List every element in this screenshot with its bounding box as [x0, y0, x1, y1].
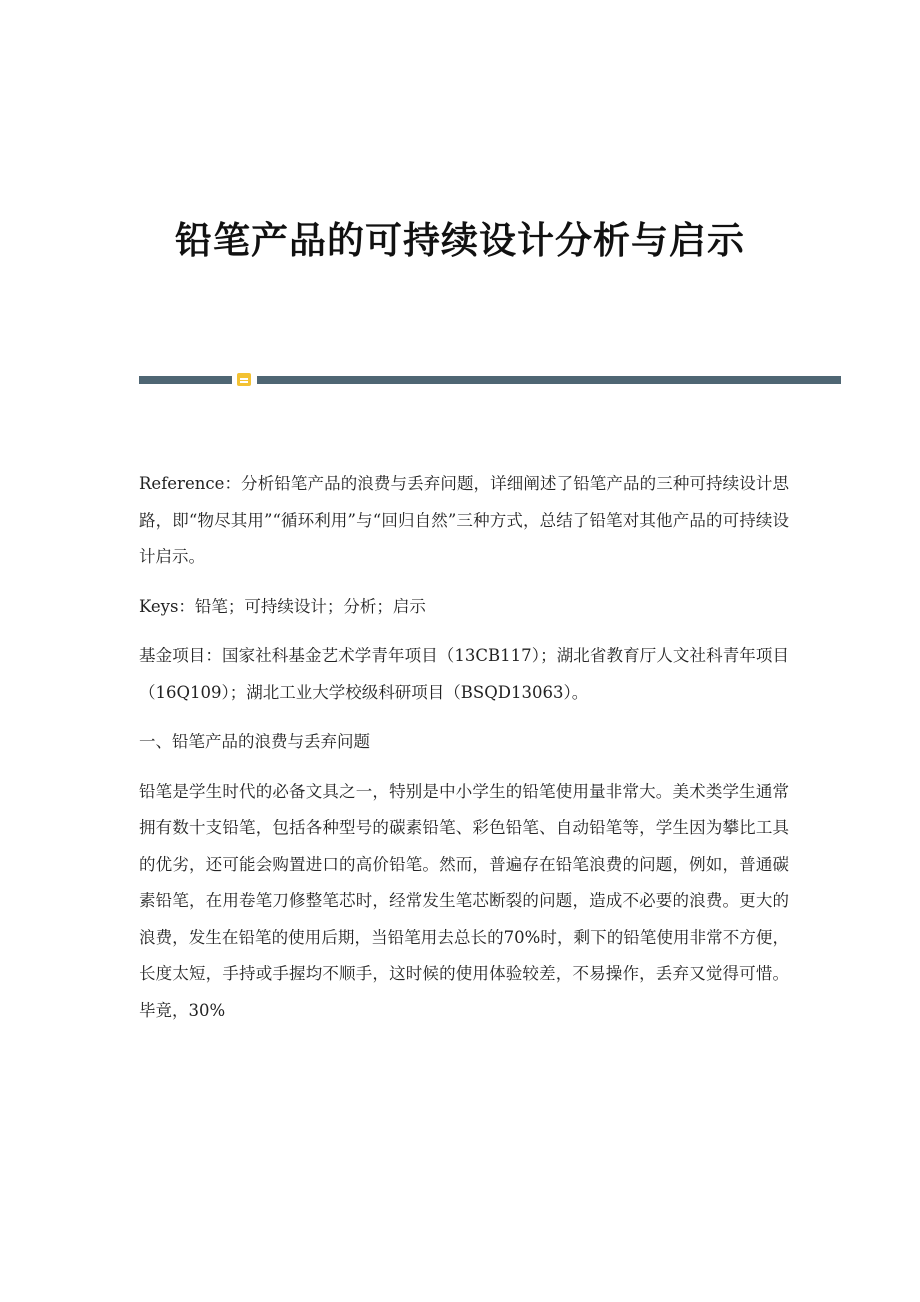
- page-title: 铅笔产品的可持续设计分析与启示: [175, 218, 745, 262]
- keywords-paragraph: Keys：铅笔；可持续设计；分析；启示: [139, 596, 426, 616]
- funding-paragraph: 基金项目：国家社科基金艺术学青年项目（13CB117）；湖北省教育厅人文社科青年项目（16Q109）；湖北工业大学校级科研项目（BSQD13063）。: [139, 646, 789, 702]
- title-divider: [139, 372, 841, 386]
- divider-bar-right: [257, 376, 841, 384]
- divider-bar-left: [139, 376, 232, 384]
- section-heading: 一、铅笔产品的浪费与丢弃问题: [139, 732, 370, 751]
- bookmark-icon: [237, 373, 251, 386]
- body-paragraph: 铅笔是学生时代的必备文具之一，特别是中小学生的铅笔使用量非常大。美术类学生通常拥有数十支铅笔，包括各种型号的碳素铅笔、彩色铅笔、自动铅笔等，学生因为攀比工具的优劣，还可能会购置进口的高价铅笔。然而，普遍存在铅笔浪费的问题，例如，普通碳素铅笔，在用卷笔刀修整笔芯时，经常发生笔芯断裂的问题，造成不必要的浪费。更大的浪费，发生在铅笔的使用后期，当铅笔用去总长的70%时，剩下的铅笔使用非常不方便，长度太短，手持或手握均不顺手，这时候的使用体验较差，不易操作，丢弃又觉得可惜。毕竟，30%: [139, 781, 789, 1020]
- document-body: [139, 466, 789, 1042]
- abstract-paragraph: Reference：分析铅笔产品的浪费与丢弃问题，详细阐述了铅笔产品的三种可持续设计思路，即“物尽其用”“循环利用”与“回归自然”三种方式，总结了铅笔对其他产品的可持续设计启示。: [139, 474, 789, 566]
